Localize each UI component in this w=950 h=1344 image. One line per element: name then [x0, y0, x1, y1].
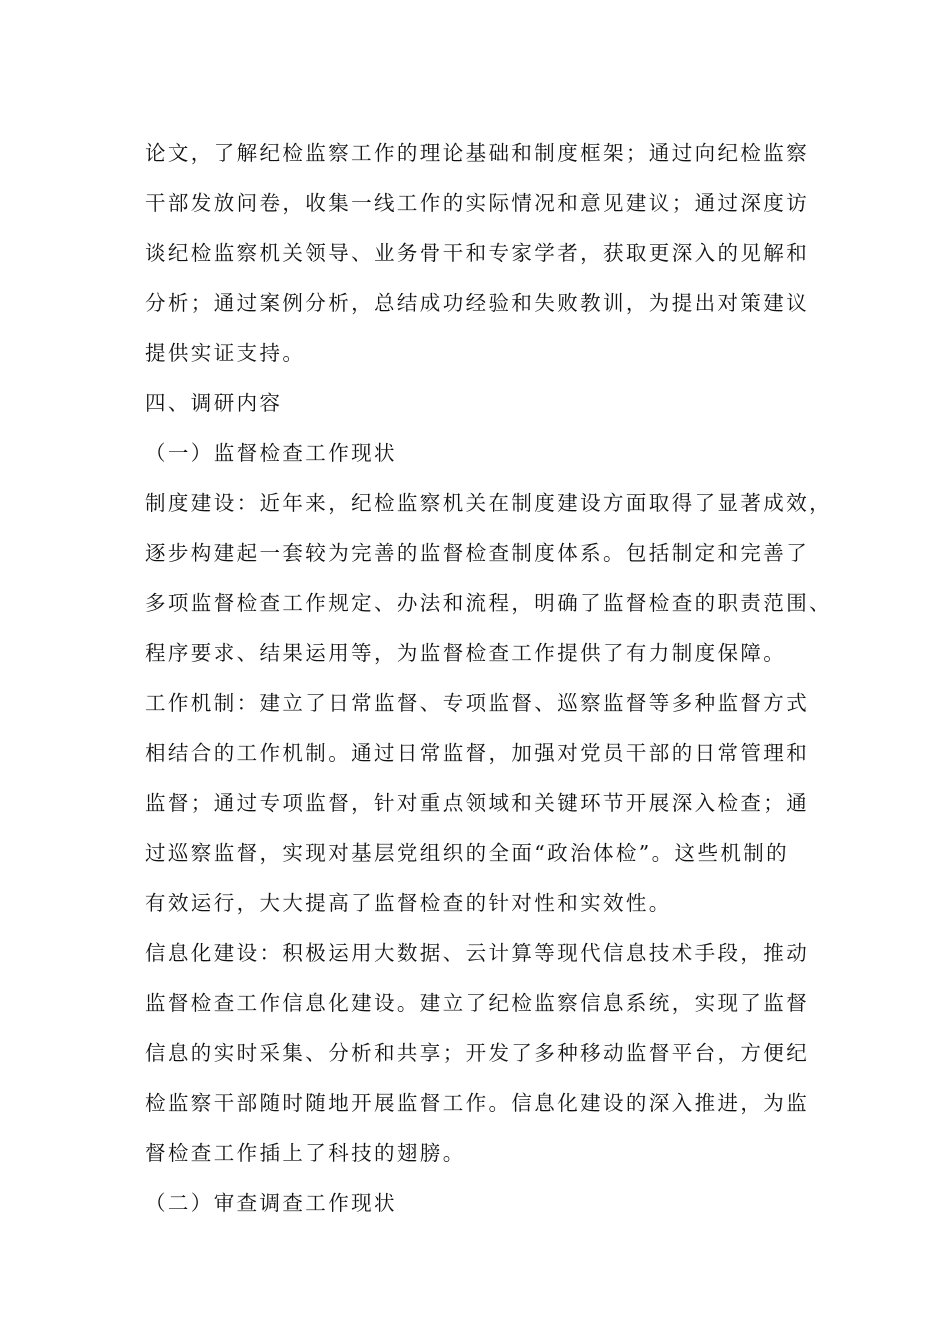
paragraph-line: 工作机制：建立了日常监督、专项监督、巡察监督等多种监督方式 [145, 691, 810, 715]
paragraph-line: 过巡察监督，实现对基层党组织的全面“政治体检”。这些机制的 [145, 841, 790, 865]
paragraph-line: 逐步构建起一套较为完善的监督检查制度体系。包括制定和完善了 [145, 541, 810, 565]
paragraph-line: 多项监督检查工作规定、办法和流程，明确了监督检查的职责范围、 [145, 591, 832, 615]
document-body [145, 128, 832, 1228]
paragraph-line: 制度建设：近年来，纪检监察机关在制度建设方面取得了显著成效， [145, 491, 832, 515]
paragraph-line: 检监察干部随时随地开展监督工作。信息化建设的深入推进，为监 [145, 1091, 810, 1115]
subsection-heading: （二）审查调查工作现状 [145, 1191, 397, 1215]
paragraph-line: 有效运行，大大提高了监督检查的针对性和实效性。 [145, 891, 672, 915]
paragraph-line: 提供实证支持。 [145, 341, 306, 365]
paragraph-line: 信息化建设：积极运用大数据、云计算等现代信息技术手段，推动 [145, 941, 810, 965]
paragraph-line: 谈纪检监察机关领导、业务骨干和专家学者，获取更深入的见解和 [145, 241, 810, 265]
paragraph-line: 监督；通过专项监督，针对重点领域和关键环节开展深入检查；通 [145, 791, 810, 815]
paragraph-line: 相结合的工作机制。通过日常监督，加强对党员干部的日常管理和 [145, 741, 810, 765]
section-heading: 四、调研内容 [145, 391, 283, 415]
subsection-heading: （一）监督检查工作现状 [145, 441, 397, 465]
paragraph-line: 信息的实时采集、分析和共享；开发了多种移动监督平台，方便纪 [145, 1041, 810, 1065]
paragraph-line: 论文，了解纪检监察工作的理论基础和制度框架；通过向纪检监察 [145, 141, 810, 165]
paragraph-line: 分析；通过案例分析，总结成功经验和失败教训，为提出对策建议 [145, 291, 810, 315]
paragraph-line: 督检查工作插上了科技的翅膀。 [145, 1141, 466, 1165]
paragraph-line: 程序要求、结果运用等，为监督检查工作提供了有力制度保障。 [145, 641, 787, 665]
paragraph-line: 干部发放问卷，收集一线工作的实际情况和意见建议；通过深度访 [145, 191, 810, 215]
paragraph-line: 监督检查工作信息化建设。建立了纪检监察信息系统，实现了监督 [145, 991, 810, 1015]
